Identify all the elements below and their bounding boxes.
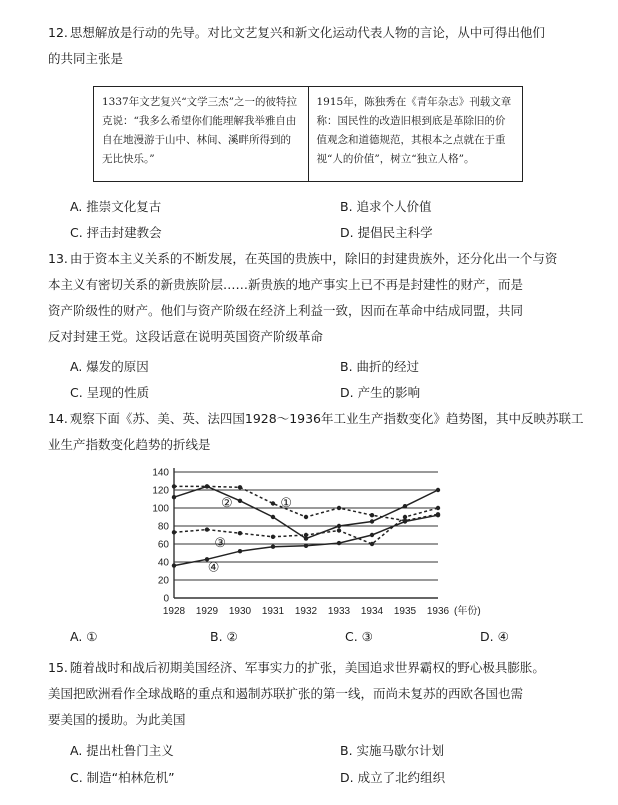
- series-1-point: [337, 506, 341, 510]
- series-label-4: ④: [207, 559, 220, 575]
- x-tick-label: 1931: [261, 606, 285, 617]
- y-tick-label: 40: [157, 557, 169, 569]
- series-2-point: [403, 504, 407, 508]
- series-4-point: [172, 563, 176, 567]
- question-13-stem: 13. 由于资本主义关系的不断发展，在英国的贵族中，除旧的封建贵族外，还分化出一个与资 本主义有密切关系的新贵族阶层……新贵族的地产事实上已不再是封建性的财产，而是 资产阶级性的财产。他们与资产阶级在经济上利益一致，因而在革命中结成同盟，共同 反对封建王党。这段话意在说明英国资产阶级革命: [48, 251, 558, 344]
- series-3-point: [172, 530, 176, 534]
- question-number: 15.: [48, 660, 68, 675]
- series-4-point: [337, 541, 341, 545]
- y-tick-label: 140: [152, 467, 169, 479]
- series-1-point: [304, 515, 308, 519]
- option-b[interactable]: B. ②: [210, 629, 238, 644]
- series-2-point: [238, 499, 242, 503]
- series-3-point: [205, 527, 209, 531]
- x-tick-label: 1935: [393, 606, 417, 617]
- series-1-point: [238, 485, 242, 489]
- series-3-point: [337, 528, 341, 532]
- option-a[interactable]: A. 推崇文化复古: [70, 199, 162, 214]
- question-12: [48, 20, 588, 72]
- option-d[interactable]: D. 产生的影响: [340, 385, 421, 400]
- y-tick-label: 20: [157, 575, 169, 587]
- option-a[interactable]: A. ①: [70, 629, 98, 644]
- option-c[interactable]: C. ③: [345, 629, 373, 644]
- series-2-point: [271, 515, 275, 519]
- series-4-point: [403, 519, 407, 523]
- option-a[interactable]: A. 爆发的原因: [70, 359, 149, 374]
- series-1-point: [370, 513, 374, 517]
- option-d[interactable]: D. ④: [480, 629, 509, 644]
- series-label-2: ②: [220, 495, 233, 511]
- series-1-point: [172, 484, 176, 488]
- option-d[interactable]: D. 提倡民主科学: [340, 225, 433, 240]
- y-tick-label: 0: [163, 593, 169, 605]
- series-2-point: [436, 488, 440, 492]
- industrial-index-chart: [140, 462, 520, 622]
- option-b[interactable]: B. 实施马歇尔计划: [340, 743, 445, 758]
- option-a[interactable]: A. 提出杜鲁门主义: [70, 743, 174, 758]
- question-15-stem: 15. 随着战时和战后初期美国经济、军事实力的扩张，美国追求世界霸权的野心极具膨胀。 美国把欧洲看作全球战略的重点和遏制苏联扩张的第一线，而尚未复苏的西欧各国也需 要美国的援助。为此美国: [48, 660, 545, 727]
- option-c[interactable]: C. 制造“柏林危机”: [70, 770, 175, 785]
- question-number: 13.: [48, 251, 68, 266]
- x-tick-label: 1928: [162, 606, 186, 617]
- series-3-point: [304, 533, 308, 537]
- x-tick-label: 1936: [426, 606, 450, 617]
- y-tick-label: 60: [157, 539, 169, 551]
- x-tick-label: 1929: [195, 606, 219, 617]
- x-tick-label: 1933: [327, 606, 351, 617]
- series-3-point: [403, 515, 407, 519]
- y-tick-label: 80: [157, 521, 169, 533]
- question-number: 12.: [48, 25, 68, 40]
- question-number: 14.: [48, 411, 68, 426]
- series-2-point: [370, 519, 374, 523]
- series-3-point: [370, 542, 374, 546]
- option-d[interactable]: D. 成立了北约组织: [340, 770, 446, 785]
- series-label-3: ③: [214, 535, 227, 551]
- y-tick-label: 120: [152, 485, 169, 497]
- option-b[interactable]: B. 曲折的经过: [340, 359, 420, 374]
- option-b[interactable]: B. 追求个人价值: [340, 199, 432, 214]
- quote-table: [93, 86, 523, 182]
- series-2-point: [205, 484, 209, 488]
- series-1-point: [271, 501, 275, 505]
- quote-chen-duxiu: 1915年，陈独秀在《青年杂志》刊载文章称：国民性的改造旧根到底是革除旧的价值观念和道德规范，其根本之点就在于重视“人的价值”，树立“独立人格”。: [308, 87, 523, 181]
- quote-petrarch: 1337年文艺复兴“文学三杰”之一的彼特拉克说：“我多么希望你们能理解我举雅自由自在地漫游于山中、林间、溪畔所得到的无比快乐。”: [102, 96, 297, 165]
- question-14-stem: 14. 观察下面《苏、美、英、法四国1928～1936年工业生产指数变化》趋势图，其中反映苏联工 业生产指数变化趋势的折线是: [48, 411, 584, 452]
- series-4-point: [436, 513, 440, 517]
- series-4-point: [304, 544, 308, 548]
- x-axis-unit-label: (年份): [454, 606, 481, 617]
- question-12-stem: 12. 思想解放是行动的先导。对比文艺复兴和新文化运动代表人物的言论，从中可得出他们 的共同主张是: [48, 25, 545, 66]
- series-4-point: [370, 533, 374, 537]
- option-c[interactable]: C. 呈现的性质: [70, 385, 150, 400]
- question-14: [48, 406, 588, 458]
- series-3-point: [436, 506, 440, 510]
- series-2-point: [337, 524, 341, 528]
- series-4-point: [271, 545, 275, 549]
- option-c[interactable]: C. 抨击封建教会: [70, 225, 162, 240]
- series-3-point: [238, 531, 242, 535]
- question-15: [48, 655, 588, 733]
- y-tick-label: 100: [152, 503, 169, 515]
- series-3-point: [271, 535, 275, 539]
- x-tick-label: 1934: [360, 606, 384, 617]
- series-2-point: [172, 495, 176, 499]
- x-tick-label: 1930: [228, 606, 252, 617]
- x-tick-label: 1932: [294, 606, 318, 617]
- question-13: [48, 246, 588, 350]
- series-4-point: [238, 549, 242, 553]
- series-label-1: ①: [280, 494, 293, 510]
